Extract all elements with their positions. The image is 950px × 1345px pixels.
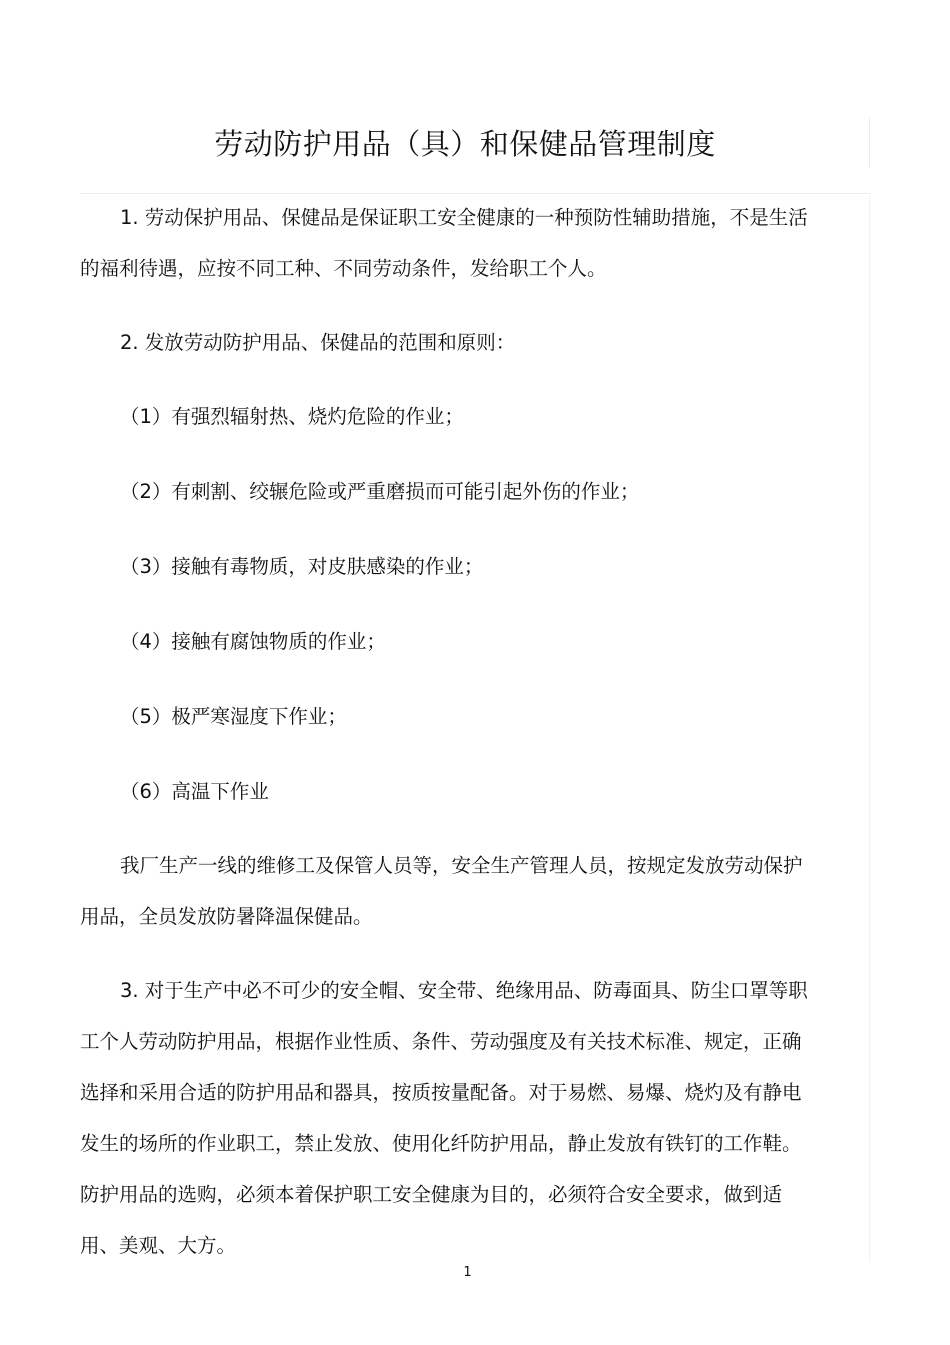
list-item: （3）接触有毒物质，对皮肤感染的作业； bbox=[120, 555, 484, 578]
list-item: （2）有刺割、绞辗危险或严重磨损而可能引起外伤的作业； bbox=[120, 480, 640, 503]
list-item: （5）极严寒湿度下作业； bbox=[120, 705, 347, 728]
paragraph-2: 2. 发放劳动防护用品、保健品的范围和原则： bbox=[120, 331, 516, 354]
document-title: 劳动防护用品（具）和保健品管理制度 bbox=[214, 127, 716, 161]
paragraph-1: 1. 劳动保护用品、保健品是保证职工安全健康的一种预防性辅助措施，不是生活的福利待遇，应按不同工种、不同劳动条件，发给职工个人。 bbox=[80, 206, 808, 280]
right-margin-line bbox=[869, 195, 870, 1262]
paragraph-4: 3. 对于生产中必不可少的安全帽、安全带、绝缘用品、防毒面具、防尘口罩等职工个人劳动防护用品，根据作业性质、条件、劳动强度及有关技术标准、规定，正确选择和采用合适的防护用品和器具，按质按量配备。对于易燃、易爆、烧灼及有静电发生的场所的作业职工，禁止发放、使用化纤防护用品，静止发放有铁钉的工作鞋。防护用品的选购，必须本着保护职工安全健康为目的，必须符合安全要求，做到适用、美观、大方。 bbox=[80, 979, 808, 1257]
list-item: （6）高温下作业 bbox=[120, 780, 269, 803]
list-item: （1）有强烈辐射热、烧灼危险的作业； bbox=[120, 405, 464, 428]
paragraph-3: 我厂生产一线的维修工及保管人员等，安全生产管理人员，按规定发放劳动保护用品，全员发放防暑降温保健品。 bbox=[80, 854, 803, 928]
list-item: （4）接触有腐蚀物质的作业； bbox=[120, 630, 386, 653]
page-number: 1 bbox=[463, 1265, 472, 1280]
